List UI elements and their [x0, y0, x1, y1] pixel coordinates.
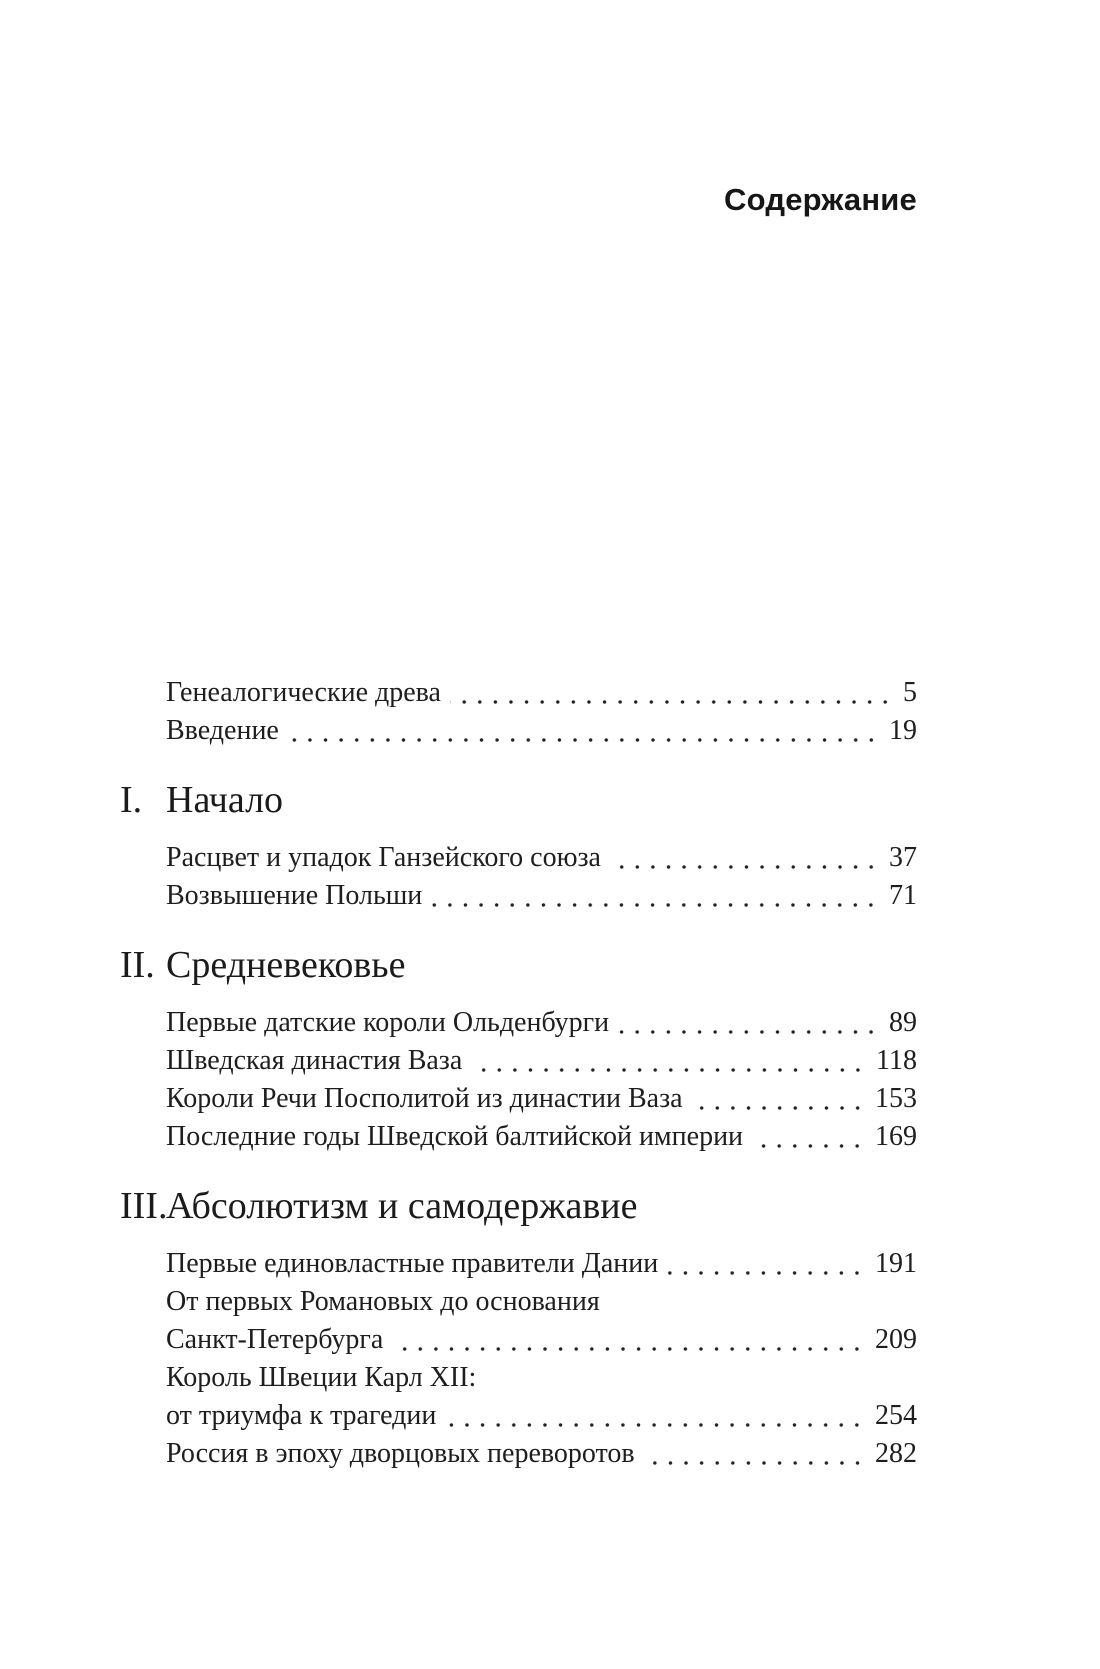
page-number: 37	[889, 842, 917, 873]
section-heading	[120, 778, 917, 822]
entry-label: Генеалогические древа	[166, 677, 441, 708]
page-number: 254	[875, 1400, 917, 1431]
toc-entry-line	[166, 1359, 917, 1397]
entry-label: Санкт-Петербурга	[166, 1324, 384, 1355]
section-heading	[120, 943, 917, 987]
entry-label: Короли Речи Посполитой из династии Ваза	[166, 1083, 683, 1114]
entry-label: Введение	[166, 715, 279, 746]
toc-entry	[166, 1435, 917, 1473]
toc-entry	[166, 1245, 917, 1283]
entry-label: Король Швеции Карл XII:	[166, 1362, 477, 1393]
page-number: 282	[875, 1438, 917, 1469]
section-title: Абсолютизм и самодержавие	[166, 1185, 638, 1227]
section-heading	[120, 1184, 917, 1228]
toc-entry-line	[166, 1283, 917, 1321]
section-title: Средневековье	[166, 944, 406, 986]
dot-leader	[692, 1080, 865, 1118]
page-number: 118	[876, 1045, 917, 1076]
entry-label: Шведская династия Ваза	[166, 1045, 463, 1076]
dot-leader	[618, 1004, 879, 1042]
dot-leader	[392, 1321, 865, 1359]
table-of-contents	[120, 674, 917, 1473]
dot-leader	[610, 839, 879, 877]
toc-entry	[166, 877, 917, 915]
page-title: Содержание	[724, 182, 917, 217]
entry-label: Расцвет и упадок Ганзейского союза	[166, 842, 601, 873]
page-number: 19	[889, 715, 917, 746]
toc-entry	[166, 1080, 917, 1118]
dot-leader	[450, 674, 893, 712]
entry-label: Первые датские короли Ольденбурги	[166, 1007, 610, 1038]
toc-entry	[166, 1321, 917, 1359]
toc-entry	[166, 674, 917, 712]
page-number: 209	[875, 1324, 917, 1355]
entry-label: от триумфа к трагедии	[166, 1400, 437, 1431]
entry-label: Россия в эпоху дворцовых переворотов	[166, 1438, 635, 1469]
section-numeral: III.	[120, 1185, 168, 1227]
dot-leader	[752, 1118, 865, 1156]
page-number: 191	[875, 1248, 917, 1279]
page-number: 169	[875, 1121, 917, 1152]
section-title: Начало	[166, 779, 284, 821]
dot-leader	[431, 877, 879, 915]
section-numeral: I.	[120, 779, 143, 821]
page-number: 89	[889, 1007, 917, 1038]
dot-leader	[471, 1042, 866, 1080]
entry-label: Возвышение Польши	[166, 880, 423, 911]
dot-leader	[644, 1435, 865, 1473]
toc-entry	[166, 1042, 917, 1080]
dot-leader	[288, 712, 879, 750]
section-numeral: II.	[120, 944, 155, 986]
entry-label: От первых Романовых до основания	[166, 1286, 600, 1317]
toc-entry	[166, 1004, 917, 1042]
dot-leader	[445, 1397, 865, 1435]
toc-entry	[166, 839, 917, 877]
toc-entry	[166, 1397, 917, 1435]
page-number: 5	[903, 677, 917, 708]
entry-label: Последние годы Шведской балтийской империи	[166, 1121, 744, 1152]
toc-entry	[166, 712, 917, 750]
entry-label: Первые единовластные правители Дании	[166, 1248, 659, 1279]
dot-leader	[667, 1245, 865, 1283]
toc-entry	[166, 1118, 917, 1156]
page-number: 153	[875, 1083, 917, 1114]
page-number: 71	[889, 880, 917, 911]
